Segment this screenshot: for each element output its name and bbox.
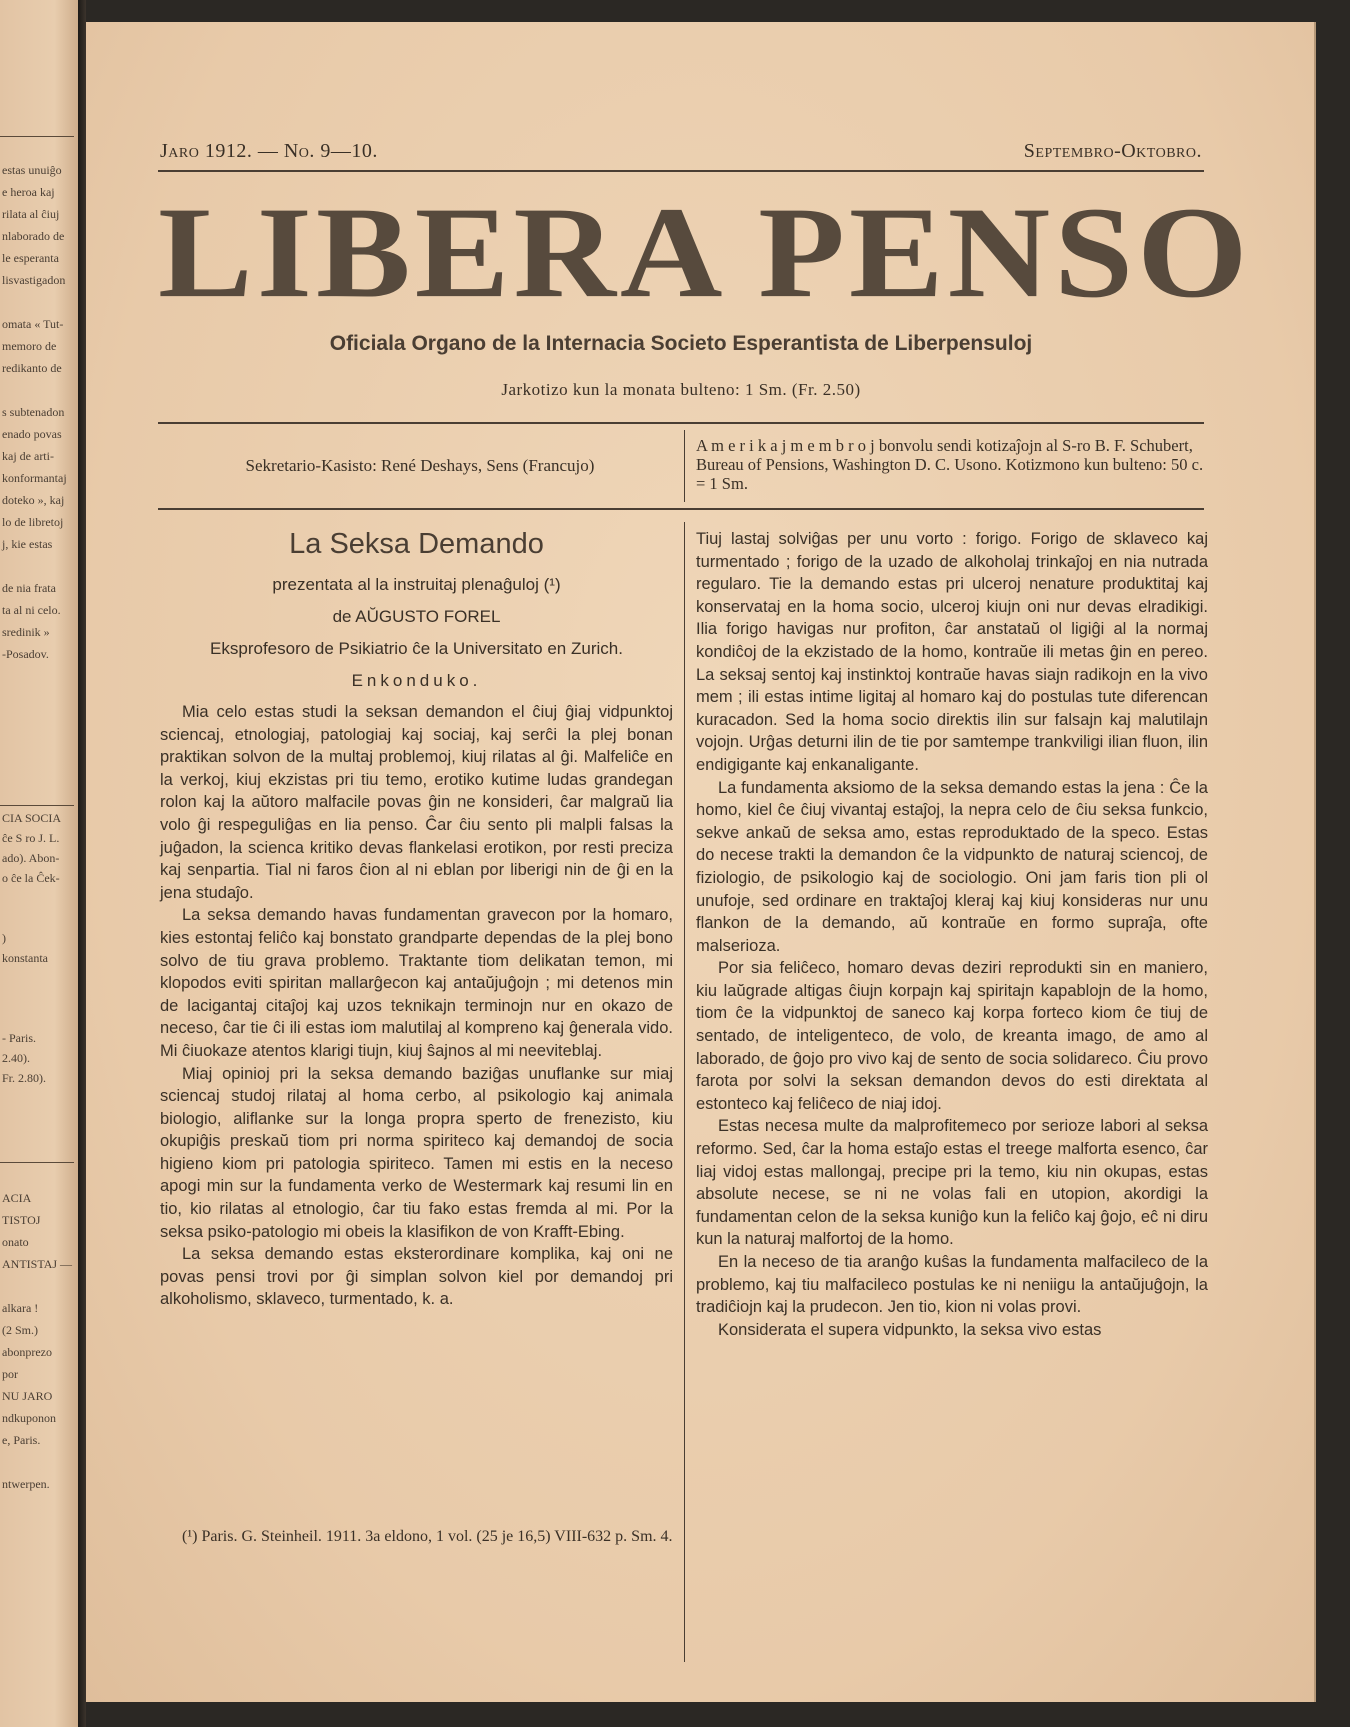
previous-page-line: - Paris. — [2, 1031, 36, 1045]
american-members-info: A m e r i k a j m e m b r o j bonvolu sendi kotizaĵojn al S-ro B. F. Schubert, Bureau of Pensions, Washington D. C. Usono. Kotizmono kun bulteno: 50 c. = 1 Sm. — [696, 436, 1204, 493]
previous-page-line: ACIA — [2, 1191, 32, 1205]
paragraph: Miaj opinioj pri la seksa demando baziĝas unuflanke sur miaj sciencaj studoj rilataj al homa cerbo, al psikologio kaj animala biologio, aliflanke sur la longa propra sperto de frenezisto, kiu okupiĝis preskaŭ tiom pri norma spiriteco kaj demandoj de socia higieno kiom pri patologia spiriteco. Tamen mi estis en la neceso apogi min sur la fundamenta verko de Westermark kaj resumi lin en tio, kio rilatas al etnologio, ĉar tiu fako estas fremda al mi. Por la seksa psiko-patologio mi obeis la klasifikon de von Krafft-Ebing. — [160, 1064, 673, 1241]
previous-page-line: le esperanta — [2, 251, 59, 265]
author-affiliation: Eksprofesoro de Psikiatrio ĉe la Universitato en Zurich. — [210, 639, 623, 658]
masthead-rule — [158, 422, 1204, 424]
previous-page-line: nlaborado de — [2, 229, 65, 243]
previous-page-line: kaj de arti- — [2, 449, 54, 463]
previous-page-line: ANTISTAJ — — [2, 1257, 73, 1271]
header-rule — [158, 170, 1204, 172]
previous-page-line: konstanta — [2, 951, 48, 965]
article-author: de AŬGUSTO FOREL — [332, 607, 501, 626]
column-divider — [684, 430, 685, 502]
previous-page-line: de nia frata — [2, 581, 56, 595]
previous-page-line: rilata al ĉiuj — [2, 207, 60, 221]
divider — [0, 136, 74, 137]
section-heading: Enkonduko. — [351, 671, 482, 690]
paragraph: Konsiderata el supera vidpunkto, la seksa vivo estas — [718, 1320, 1102, 1339]
previous-page-line: (2 Sm.) — [2, 1323, 38, 1337]
previous-page-line: konformantaj — [2, 471, 67, 485]
previous-page-line: doteko », kaj — [2, 493, 65, 507]
previous-page-line: ta al ni celo. — [2, 603, 61, 617]
article-left-column — [160, 528, 673, 1311]
masthead-subtitle: Oficiala Organo de la Internacia Societo Esperantista de Liberpensuloj — [329, 332, 1033, 355]
previous-page-line: redikanto de — [2, 361, 62, 375]
previous-page-line: sredinik » — [2, 625, 50, 639]
previous-page-line: ndkuponon — [2, 1411, 56, 1425]
previous-page-line: enado povas — [2, 427, 62, 441]
previous-page-line: por — [2, 1367, 18, 1381]
issue-header — [160, 140, 1202, 163]
info-rule — [158, 508, 1204, 510]
column-divider — [684, 522, 685, 1662]
previous-page-line: lisvastigadon — [2, 273, 66, 287]
article-subtitle: prezentata al la instruitaj plenaĝuloj (¹) — [272, 575, 561, 594]
previous-page-line: s subtenadon — [2, 405, 65, 419]
previous-page-line: onato — [2, 1235, 29, 1249]
paragraph: En la neceso de tia aranĝo kuŝas la fundamenta malfacileco de la problemo, kaj tiu malfacileco postulas ke ni neniigu la antaŭjuĝojn, la tradiĉiojn kaj la prudecon. Jen tio, kion ni volas provi. — [696, 1253, 1208, 1317]
previous-page-line: memoro de — [2, 339, 57, 353]
previous-page-line: ĉe S ro J. L. — [2, 831, 60, 845]
previous-page-line: o ĉe la Ĉek- — [2, 871, 60, 885]
article-title: La Seksa Demando — [289, 528, 544, 560]
previous-page-line: omata « Tut- — [2, 317, 64, 331]
previous-page-line: ) — [2, 931, 6, 945]
previous-page-line: estas unuiĝo — [2, 163, 62, 177]
issue-date-number: Jaro 1912. — No. 9—10. — [160, 140, 378, 162]
previous-page-line: NU JARO — [2, 1389, 53, 1403]
paragraph: Por sia feliĉeco, homaro devas deziri reprodukti sin en maniero, kiu laŭgrade altigas ĉiujn korpajn kaj spiritajn kapablojn de la homo, tiom ĉe la vidpunktoj de saneco kaj korpa forteco kiom ĉe tiuj de sentado, de inteligenteco, de volo, de kreanta imago, de amo al laborado, de ĝojo pro vivo kaj de sento de socia solidareco. Ĉiu provo farota por solvi la seksan demandon devos do esti direktata al estonteco kaj feliĉeco de niaj idoj. — [696, 959, 1208, 1113]
paragraph: La fundamenta aksiomo de la seksa demando estas la jena : Ĉe la homo, kiel ĉe ĉiuj vivantaj estaĵoj, la nepra celo de ĉiu seksa funkcio, sekve ankaŭ de seksa amo, estas reproduktado de la speco. Estas do necese trakti la demandon ĉe la vidpunkto de naturaj sciencoj, de fiziologio, de psikologio kaj de sociologio. Oni jam faris tion pli ol unufoje, sed ordinare en traktaĵoj kleraj kaj kiuj konsideras nur unu flankon de la demando, aŭ kontraŭe en formo supraĵa, ofte malserioza. — [696, 778, 1208, 955]
previous-page-line: ado). Abon- — [2, 851, 60, 865]
previous-page-line: -Posadov. — [2, 647, 49, 661]
paragraph: Estas necesa multe da malprofitemeco por serioze labori al seksa reformo. Sed, ĉar la homa estaĵo estas el treege malforta esenco, ĉar liaj vidoj estas mallongaj, precipe pri la temo, kiu nin okupas, estas absolute necese, se ni ne volas fali en utopion, akordigi la fundamentan celon de la seksa kuniĝo kun la feliĉo kaj ĝojo, eĉ ni diru kun la naturaj malfortoj de la homo. — [696, 1117, 1208, 1249]
previous-page-line: e, Paris. — [2, 1433, 41, 1447]
secretary-info: Sekretario-Kasisto: René Deshays, Sens (Francujo) — [245, 456, 595, 475]
subscription-line: Jarkotizo kun la monata bulteno: 1 Sm. (Fr. 2.50) — [501, 380, 861, 399]
paragraph: Mia celo estas studi la seksan demandon el ĉiuj ĝiaj vidpunktoj sciencaj, etnologiaj, patologiaj kaj sociaj, kaj serĉi la plej bonan praktikan solvon de la multaj problemoj, kiuj rilatas al ĝi. Malfeliĉe en la verkoj, kiuj ekzistas pri tiu temo, erotiko kutime ludas grandegan rolon kaj la aŭtoro malfacile povas ĝin ne konsideri, ĉar malgraŭ lia volo ĝi respeguliĝas en lia penso. Ĉar ĉiu sento pli malpli falsas la juĝadon, la scienca kritiko devas flankelasi erotikon, por resti preciza kaj senpartia. Tial ni faros ĉion al ni eblan por liberigi nin de ĝi en la jena studaĵo. — [160, 703, 673, 902]
book-spine — [78, 0, 86, 1727]
masthead-title: LIBERA PENSO — [158, 179, 1252, 325]
divider — [0, 1162, 74, 1163]
issue-months: Septembro-Oktobro. — [1023, 140, 1202, 162]
previous-page-line: j, kie estas — [2, 537, 53, 551]
divider — [0, 805, 74, 806]
previous-page-line: CIA SOCIA — [2, 811, 62, 825]
footnote: (¹) Paris. G. Steinheil. 1911. 3a eldono, 1 vol. (25 je 16,5) VIII-632 p. Sm. 4. — [182, 1528, 673, 1545]
paragraph: Tiuj lastaj solviĝas per unu vorto : forigo. Forigo de sklaveco kaj turmentado ; forigo de la uzado de alkoholaj trinkaĵoj en nia nutrada regularo. Tie la demando estas pri ulceroj nenature produktitaj kaj konservataj en la homa socio, ulceroj kiujn oni nur devas elradikigi. Ilia forigo havigas nur profiton, ĉar anstataŭ ol ligiĝi al la normaj kondiĉoj de la ekzistado de la homo, kontraŭe ili metas ĝin en pereo. La seksaj sentoj kaj instinktoj kontraŭe havas siajn radikojn en la vivo mem ; ili estas intime ligitaj al homaro kaj do postulas tute diferencan kuracadon. Sed la homa socio direktis ilin sur falsajn kaj malutilajn vojojn. Urĝas deturni ilin de tie por samtempe trankviligi ilian fluon, ilin endigigante kaj enkanaligante. — [696, 530, 1208, 774]
previous-page-edge — [0, 0, 78, 1727]
previous-page-line: Fr. 2.80). — [2, 1071, 47, 1085]
article-right-column — [696, 528, 1208, 1341]
previous-page-line: lo de libretoj — [2, 515, 64, 529]
paragraph: La seksa demando havas fundamentan gravecon por la homaro, kies estontaj feliĉo kaj bonstato grandparte dependas de la plej bono solvo de tiu grava problemo. Traktante tiom delikatan temon, mi klopodos eviti spiritan mallarĝecon kaj antaŭjuĝojn ; mi detenos min de lacigantaj citaĵoj kaj uzos teknikajn terminojn nur en okazo de neceso, ĉar tie ĉi ili estas iom malutilaj al kompreno kaj ĝenerala vido. Mi ĉiuokaze atentos klarigi tiujn, kiuj ŝajnos al mi neeviteblaj. — [160, 906, 673, 1060]
previous-page-line: TISTOJ — [2, 1213, 41, 1227]
previous-page-line: 2.40). — [2, 1051, 30, 1065]
previous-page-line: alkara ! — [2, 1301, 39, 1315]
previous-page-line: e heroa kaj — [2, 185, 55, 199]
previous-page-line: ntwerpen. — [2, 1477, 50, 1491]
paragraph: La seksa demando estas eksterordinare komplika, kaj oni ne povas pensi trovi por ĝi simplan solvon kiel por demandoj pri alkoholismo, sklaveco, turmentado, k. a. — [160, 1245, 673, 1309]
previous-page-line: abonprezo — [2, 1345, 52, 1359]
